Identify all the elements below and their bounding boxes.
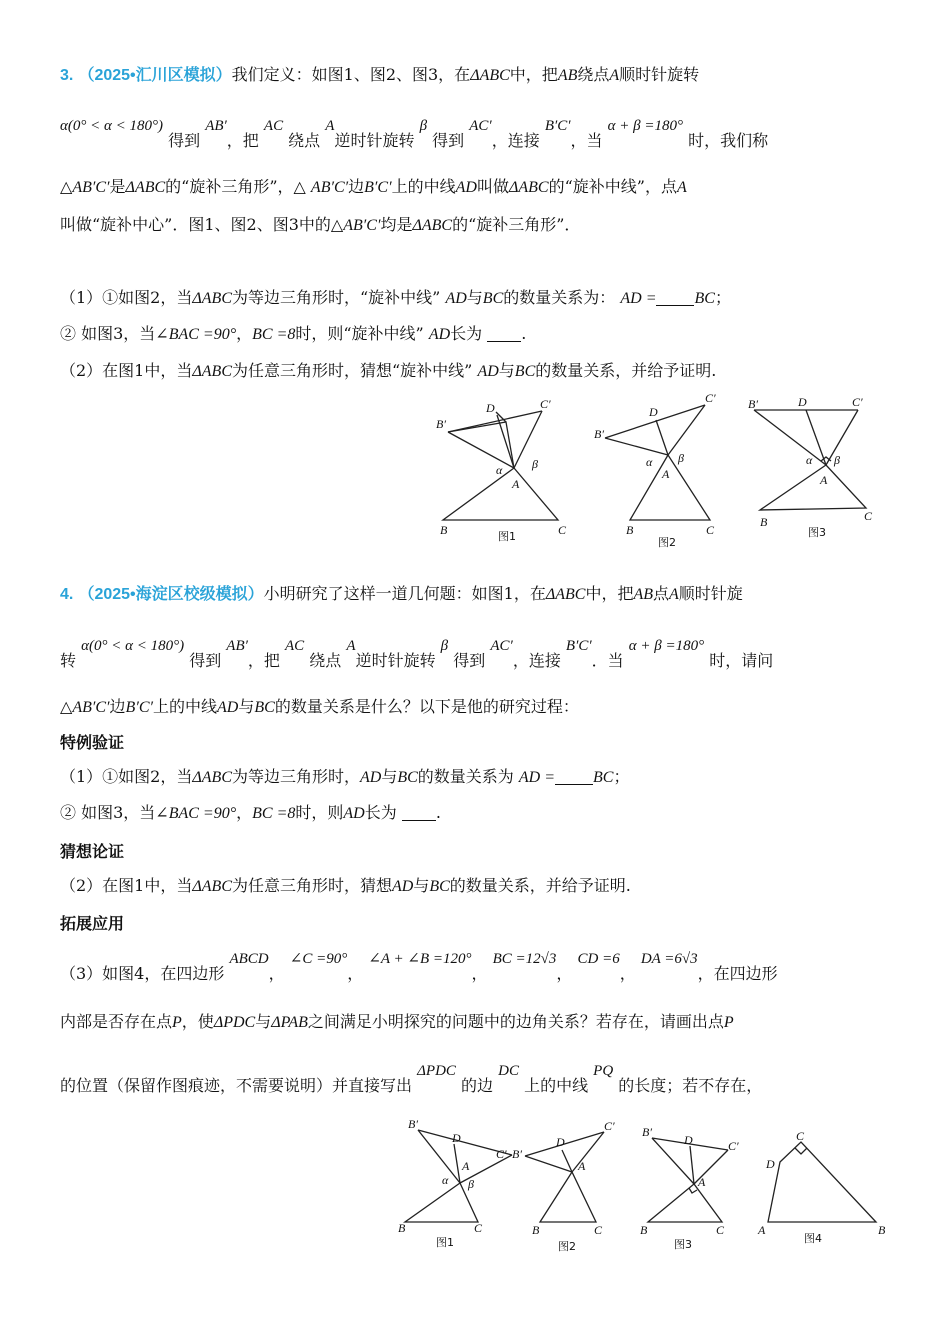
text: 为任意三角形时，猜想“旋补中线” [231, 361, 473, 380]
text: 逆时针旋转 [355, 651, 436, 670]
math: AC′ [490, 638, 513, 654]
text: . [521, 324, 527, 343]
label-b-prime: B′ [642, 1125, 652, 1139]
math: A [609, 67, 620, 84]
text: 与 [381, 767, 398, 786]
label-d: D [649, 405, 658, 419]
math: β [419, 118, 428, 134]
problem-source-tag: （2025•海淀区校级模拟） [78, 586, 264, 603]
math: BC [254, 699, 275, 716]
text: 绕点 [288, 131, 321, 150]
math: ΔABC [192, 363, 232, 380]
text: ， [471, 964, 488, 983]
label-b: B [440, 523, 448, 537]
text: （1）①如图2，当 [60, 767, 193, 786]
text: 的“旋补三角形”，△ [165, 177, 306, 196]
math: AB′ [226, 638, 248, 654]
problem-number: 3. [60, 67, 74, 84]
text: 上的中线 [391, 177, 456, 196]
p4-figure-2 [512, 1119, 615, 1253]
label-alpha: α [442, 1173, 449, 1187]
label-alpha: α [646, 455, 653, 469]
text: ，当 [570, 131, 603, 150]
label-c: C [796, 1129, 805, 1143]
label-c: C [716, 1223, 725, 1237]
section-heading-special-case: 特例验证 [60, 733, 125, 752]
text: 中，把 [509, 65, 558, 84]
problem-number: 4. [60, 586, 74, 603]
figure-caption: 图1 [436, 1236, 454, 1249]
math: BC =12√3 [492, 951, 557, 967]
math: ΔABC [125, 179, 166, 196]
text: ，在四边形 [697, 964, 778, 983]
math: AB′C′ [343, 217, 381, 234]
text: ② 如图3，当 [60, 324, 156, 343]
text: 之间满足小明探究的问题中的边角关系？若存在，请画出点 [307, 1012, 724, 1031]
label-c-prime: C′ [540, 397, 551, 411]
text: ，把 [226, 131, 259, 150]
text: ， [236, 324, 253, 343]
text: ，连接 [491, 131, 540, 150]
text: 均是 [380, 215, 413, 234]
math: BC [429, 878, 450, 895]
math: ΔPAB [271, 1014, 308, 1031]
section-heading-conjecture: 猜想论证 [60, 842, 125, 861]
text: ，使 [181, 1012, 214, 1031]
math: α + β =180° [607, 118, 683, 134]
text: ．当 [591, 651, 624, 670]
text: ； [714, 288, 731, 307]
math: AB′C′ [72, 179, 110, 196]
math: AC′ [469, 118, 492, 134]
label-d: D [452, 1131, 461, 1145]
section-heading-extension: 拓展应用 [60, 914, 125, 933]
figure-caption: 图3 [808, 526, 826, 539]
text: 边 [348, 177, 365, 196]
text: 与 [413, 876, 430, 895]
math: AD [445, 290, 467, 307]
label-c-prime: C′ [705, 391, 716, 405]
math: ∠C =90° [289, 951, 348, 967]
math: BC [482, 290, 504, 307]
p4-figure-4 [757, 1129, 886, 1245]
label-c-prime: C′ [604, 1119, 615, 1133]
p4-figure-1 [398, 1117, 512, 1249]
math: AD [217, 699, 239, 716]
text: ， [236, 803, 253, 822]
figure-caption: 图3 [674, 1238, 692, 1251]
math: ΔABC [192, 878, 232, 895]
text: 的“旋补中线”，点 [548, 177, 677, 196]
label-a: A [662, 467, 670, 481]
label-a: A [512, 477, 520, 491]
text: 顺时针旋 [678, 584, 743, 603]
label-a: A [578, 1159, 586, 1173]
math: β [440, 638, 449, 654]
math: ΔABC [470, 67, 510, 84]
math: A [676, 179, 687, 196]
figure-caption: 图1 [498, 530, 516, 543]
math: A [669, 586, 679, 603]
math: ΔABC [412, 217, 453, 234]
label-d: D [556, 1135, 565, 1149]
text: 绕点 [577, 65, 610, 84]
math: ΔABC [192, 769, 232, 786]
math: PQ [593, 1063, 614, 1079]
figure-caption: 图2 [658, 536, 676, 549]
text: 得到 [189, 651, 222, 670]
label-d: D [486, 401, 495, 415]
math: BC [593, 769, 614, 786]
math: A [346, 638, 356, 654]
label-beta: β [678, 451, 684, 465]
text: 时，则“旋补中线” [295, 324, 424, 343]
math: BC [514, 363, 536, 380]
text: （1）①如图2，当 [60, 288, 193, 307]
label-a: A [462, 1159, 470, 1173]
text: （3）如图4，在四边形 [60, 964, 225, 983]
math: ΔPDC [213, 1014, 256, 1031]
label-c-prime: C′ [496, 1147, 507, 1161]
label-b-prime: B′ [512, 1147, 522, 1161]
math: AB′C′ [72, 699, 110, 716]
math: α(0° < α < 180°) [60, 118, 163, 134]
math: ΔABC [192, 290, 232, 307]
label-c-prime: C′ [852, 395, 863, 409]
text: 我们定义：如图1、图2、图3，在 [231, 65, 471, 84]
label-b-prime: B′ [594, 427, 604, 441]
text: ，连接 [512, 651, 561, 670]
text: 中，把 [585, 584, 634, 603]
text: 与 [238, 697, 255, 716]
math: ΔABC [545, 586, 586, 603]
math: AD [360, 769, 382, 786]
text: 上的中线 [153, 697, 218, 716]
math: DA =6√3 [640, 951, 698, 967]
math: ABCD [229, 951, 269, 967]
label-alpha: α [496, 463, 503, 477]
text: 叫做 [476, 177, 509, 196]
label-b: B [760, 515, 768, 529]
figure-caption: 图2 [558, 1240, 576, 1253]
label-d: D [798, 395, 807, 409]
label-beta: β [468, 1177, 474, 1191]
text: 绕点 [309, 651, 342, 670]
label-alpha: α [806, 453, 813, 467]
label-beta: β [834, 453, 840, 467]
math: α + β =180° [628, 638, 705, 654]
math: P [172, 1014, 182, 1031]
label-b-prime: B′ [408, 1117, 418, 1131]
label-c: C [558, 523, 567, 537]
text: ， [556, 964, 573, 983]
text: 的数量关系，并给予证明. [535, 361, 717, 380]
math: ΔPDC [417, 1063, 456, 1079]
math: AC [285, 638, 305, 654]
text: 上的中线 [524, 1076, 589, 1095]
math: ∠BAC =90° [155, 326, 237, 343]
math: α(0° < α < 180°) [81, 638, 185, 654]
text: ； [613, 767, 630, 786]
problem-source-tag: （2025•汇川区模拟） [78, 67, 232, 84]
text: △ [60, 177, 73, 196]
label-a: A [698, 1175, 706, 1189]
text: . [435, 803, 441, 822]
text: （2）在图1中，当 [60, 361, 193, 380]
math: AD = [518, 769, 556, 786]
text: 与 [466, 288, 483, 307]
label-b: B [398, 1221, 406, 1235]
text: 顺时针旋转 [619, 65, 700, 84]
text: 得到 [453, 651, 486, 670]
math: BC [694, 290, 715, 307]
math: AD [477, 363, 499, 380]
text: 长为 [450, 324, 483, 343]
label-c: C [594, 1223, 603, 1237]
text: 点 [653, 584, 670, 603]
text: 小明研究了这样一道几何题：如图1，在 [263, 584, 546, 603]
label-b: B [626, 523, 634, 537]
math: ∠BAC =90° [155, 805, 237, 822]
text: 为等边三角形时， [231, 767, 360, 786]
math: B′C′ [364, 179, 392, 196]
label-beta: β [532, 457, 538, 471]
text: 转 [60, 651, 77, 670]
p4-figure-3 [640, 1125, 739, 1251]
label-b-prime: B′ [748, 397, 758, 411]
math: AB [633, 586, 653, 603]
text: ② 如图3，当 [60, 803, 156, 822]
text: ，把 [247, 651, 280, 670]
math: B′C′ [565, 638, 592, 654]
label-d: D [684, 1133, 693, 1147]
text: 的位置（保留作图痕迹，不需要说明）并直接写出 [60, 1076, 413, 1095]
math: CD =6 [577, 951, 620, 967]
math: AB [557, 67, 578, 84]
text: 的数量关系，并给予证明. [449, 876, 631, 895]
math: P [723, 1014, 734, 1031]
math: B′C′ [125, 699, 153, 716]
label-b: B [878, 1223, 886, 1237]
text: 逆时针旋转 [334, 131, 415, 150]
text: 为任意三角形时，猜想 [231, 876, 392, 895]
text: 边 [109, 697, 126, 716]
text: ， [619, 964, 636, 983]
text: 为等边三角形时，“旋补中线” [231, 288, 441, 307]
label-b-prime: B′ [436, 417, 446, 431]
text: 的数量关系是什么？以下是他的研究过程： [274, 697, 579, 716]
math: ∠A + ∠B =120° [368, 951, 472, 967]
text: 时，则 [295, 803, 344, 822]
math: AD = [620, 290, 657, 307]
text: 时，请问 [709, 651, 774, 670]
text: 叫做“旋补中心”．图1、图2、图3中的△ [60, 215, 344, 234]
math: ΔABC [508, 179, 549, 196]
text: △ [60, 697, 73, 716]
text: 长为 [364, 803, 397, 822]
math: BC =8 [252, 805, 296, 822]
text: ， [268, 964, 285, 983]
text: 与 [255, 1012, 272, 1031]
label-b: B [532, 1223, 540, 1237]
text: （2）在图1中，当 [60, 876, 193, 895]
label-b: B [640, 1223, 648, 1237]
label-c-prime: C′ [728, 1139, 739, 1153]
math: AD [392, 878, 414, 895]
text: 的“旋补三角形”． [452, 215, 581, 234]
label-c: C [864, 509, 873, 523]
label-d: D [766, 1157, 775, 1171]
math: AD [455, 179, 477, 196]
text: 的数量关系为： [503, 288, 616, 307]
text: ， [347, 964, 364, 983]
text: 内部是否存在点 [60, 1012, 173, 1031]
math: DC [498, 1063, 519, 1079]
text: 是 [109, 177, 126, 196]
math: AB′C′ [310, 179, 349, 196]
text: 得到 [432, 131, 465, 150]
label-c: C [474, 1221, 483, 1235]
label-c: C [706, 523, 715, 537]
math: BC [397, 769, 418, 786]
text: 与 [498, 361, 515, 380]
text: 的边 [461, 1076, 494, 1095]
text: 的长度；若不存在， [618, 1076, 763, 1095]
label-a: A [820, 473, 828, 487]
text: 时，我们称 [688, 131, 769, 150]
math: A [325, 118, 335, 134]
math: B′C′ [544, 118, 571, 134]
math: BC =8 [252, 326, 296, 343]
figure-caption: 图4 [804, 1232, 822, 1245]
text: 得到 [168, 131, 201, 150]
label-a: A [758, 1223, 766, 1237]
math: AB′ [205, 118, 227, 134]
text: 的数量关系为 [417, 767, 514, 786]
math: AD [428, 326, 451, 343]
math: AD [343, 805, 365, 822]
math: AC [263, 118, 284, 134]
